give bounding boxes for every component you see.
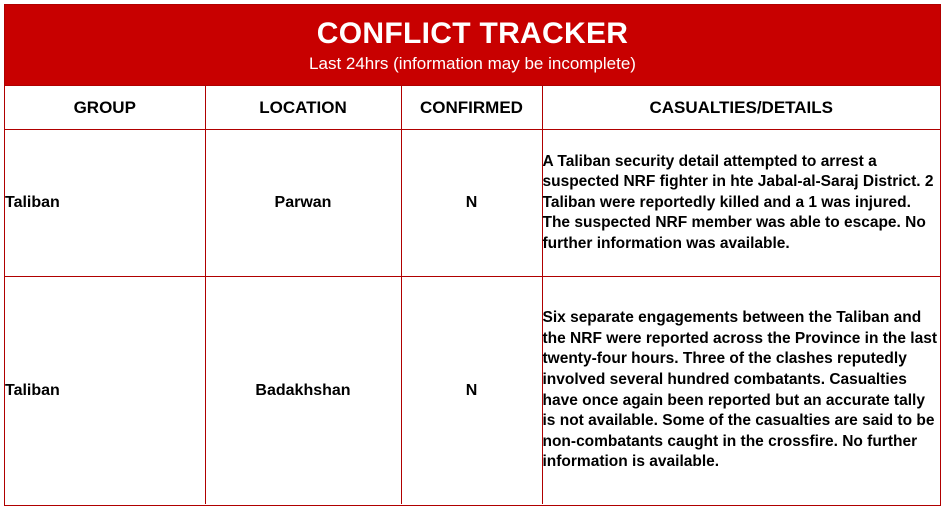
cell-group: Taliban xyxy=(5,130,205,277)
column-header-details: CASUALTIES/DETAILS xyxy=(542,86,940,130)
table-header-row xyxy=(5,86,940,130)
column-header-group: GROUP xyxy=(5,86,205,130)
cell-location: Parwan xyxy=(205,130,401,277)
cell-confirmed: N xyxy=(401,130,542,277)
cell-confirmed: N xyxy=(401,277,542,505)
cell-group: Taliban xyxy=(5,277,205,505)
column-header-location: LOCATION xyxy=(205,86,401,130)
column-header-confirmed: CONFIRMED xyxy=(401,86,542,130)
table-row xyxy=(5,277,940,505)
cell-details: A Taliban security detail attempted to arrest a suspected NRF fighter in hte Jabal-al-Saraj District. 2 Taliban were reportedly killed and a 1 was injured. The suspected NRF member was able to escape. No further information was available. xyxy=(542,130,940,277)
page-title: CONFLICT TRACKER xyxy=(316,17,629,50)
cell-location: Badakhshan xyxy=(205,277,401,505)
cell-details: Six separate engagements between the Taliban and the NRF were reported across the Province in the last twenty-four hours. Three of the clashes reputedly involved several hundred combatants. Casualties have once again been reported but an accurate tally is not available. Some of the casualties are said to be non-combatants caught in the crossfire. No further information is available. xyxy=(542,277,940,505)
table-row xyxy=(5,130,940,277)
conflict-table xyxy=(5,85,940,504)
page-subtitle: Last 24hrs (information may be incomplete) xyxy=(309,54,636,73)
tracker-banner xyxy=(5,5,940,85)
conflict-tracker xyxy=(4,4,941,506)
